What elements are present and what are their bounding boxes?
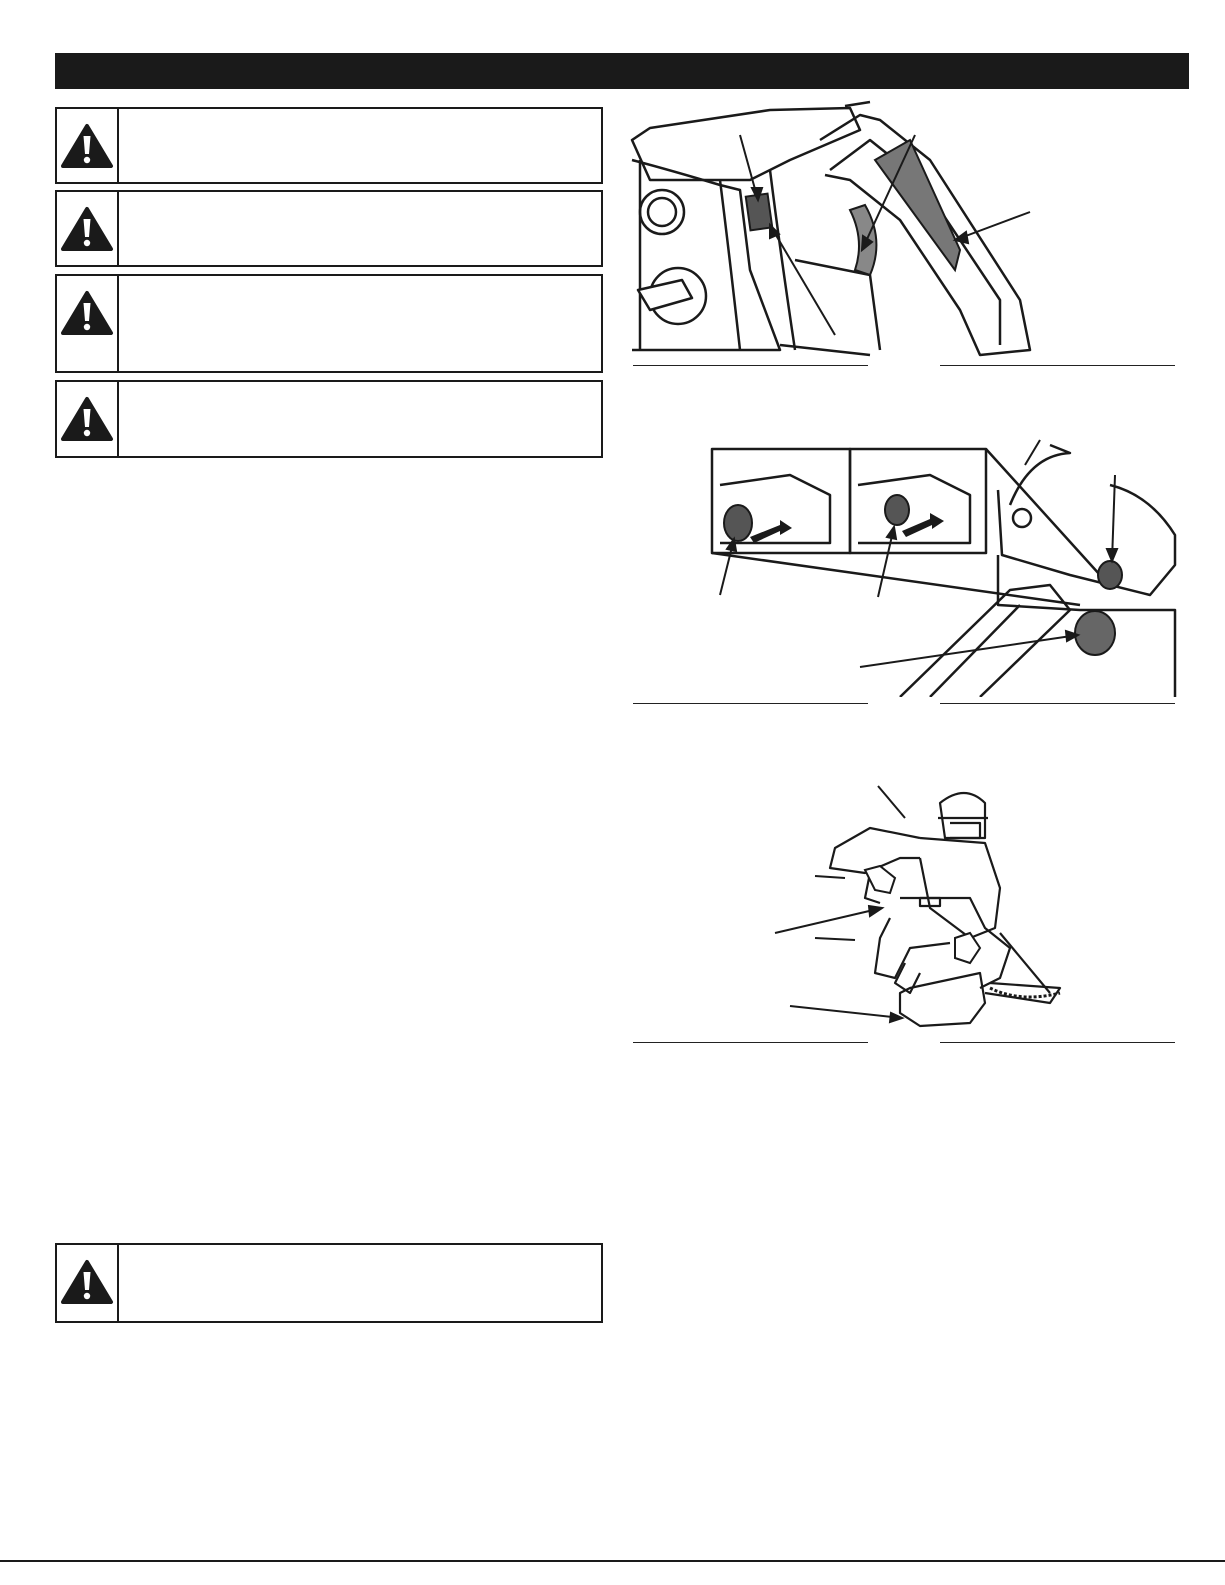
warning-box-5 (55, 1243, 603, 1323)
figure-rule (633, 1042, 868, 1043)
operator-starting-chainsaw-illustration (770, 778, 1070, 1036)
warning-icon-cell (57, 109, 119, 182)
warning-triangle-icon (60, 396, 114, 442)
section-header-bar (55, 53, 1189, 89)
warning-icon-cell (57, 1245, 119, 1321)
choke-primer-illustration (630, 435, 1190, 697)
figure-rule (940, 1042, 1175, 1043)
warning-box-3 (55, 274, 603, 373)
warning-icon-cell (57, 276, 119, 371)
warning-box-2 (55, 190, 603, 267)
warning-icon-cell (57, 382, 119, 456)
page-bottom-rule (0, 1560, 1225, 1562)
chainsaw-handle-switch-illustration (630, 100, 1190, 360)
warning-triangle-icon (60, 206, 114, 252)
warning-triangle-icon (60, 123, 114, 169)
figure-rule (940, 365, 1175, 366)
warning-icon-cell (57, 192, 119, 265)
figure-rule (633, 365, 868, 366)
warning-box-4 (55, 380, 603, 458)
warning-triangle-icon (60, 290, 114, 336)
warning-triangle-icon (60, 1259, 114, 1305)
warning-box-1 (55, 107, 603, 184)
figure-rule (940, 703, 1175, 704)
figure-rule (633, 703, 868, 704)
